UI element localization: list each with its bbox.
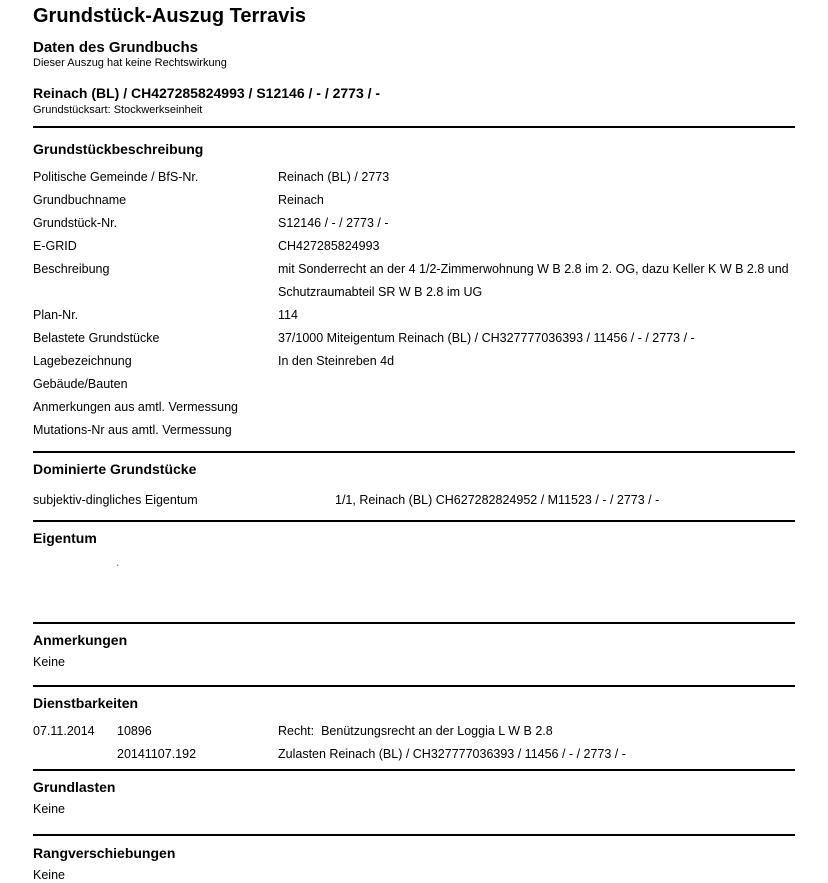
- field-label: Beschreibung: [33, 262, 110, 276]
- section-heading-anmerkungen: Anmerkungen: [33, 632, 128, 648]
- servitude-right-text: Recht: Benützungsrecht an der Loggia L W B 2.8: [278, 724, 553, 738]
- field-value: 37/1000 Miteigentum Reinach (BL) / CH327777036393 / 11456 / - / 2773 / -: [278, 331, 695, 345]
- section-heading-grundstueckbeschreibung: Grundstückbeschreibung: [33, 141, 204, 157]
- field-value: [278, 396, 795, 419]
- parcel-type: Grundstücksart: Stockwerkseinheit: [33, 104, 203, 116]
- field-value: In den Steinreben 4d: [278, 354, 395, 368]
- table-row: [33, 396, 795, 419]
- field-label: Gebäude/Bauten: [33, 377, 128, 391]
- table-row: [33, 235, 795, 258]
- servitude-entry: [33, 720, 795, 766]
- section-divider: [33, 622, 795, 624]
- table-row: [33, 350, 795, 373]
- section-divider: [33, 769, 795, 771]
- field-label: Grundstück-Nr.: [33, 216, 118, 230]
- servitude-ref-1: 10896: [117, 724, 152, 738]
- page-title: Grundstück-Auszug Terravis: [33, 5, 307, 27]
- section-heading-dominierte-grundstuecke: Dominierte Grundstücke: [33, 461, 197, 477]
- field-value: CH427285824993: [278, 239, 380, 253]
- field-label: Anmerkungen aus amtl. Vermessung: [33, 400, 238, 414]
- table-row: [33, 166, 795, 189]
- section-divider: [33, 520, 795, 522]
- empty-indicator: Keine: [33, 868, 65, 882]
- disclaimer-text: Dieser Auszug hat keine Rechtswirkung: [33, 57, 227, 69]
- beschreibung-rows: [33, 166, 795, 442]
- servitude-ref-2: 20141107.192: [117, 747, 197, 761]
- section-divider: [33, 126, 795, 128]
- field-value: Reinach (BL) / 2773: [278, 170, 390, 184]
- table-row: [33, 373, 795, 396]
- section-divider: [33, 834, 795, 836]
- table-row: [33, 304, 795, 327]
- servitude-date-spacer: [33, 743, 117, 766]
- field-label: Plan-Nr.: [33, 308, 79, 322]
- field-label: E-GRID: [33, 239, 77, 253]
- field-label: Belastete Grundstücke: [33, 331, 160, 345]
- servitude-date: 07.11.2014: [33, 724, 95, 738]
- field-value: mit Sonderrecht an der 4 1/2-Zimmerwohnung W B 2.8 im 2. OG, dazu Keller K W B 2.8 und Schutzraumabteil SR W B 2.8 im UG: [278, 262, 793, 299]
- section-heading-eigentum: Eigentum: [33, 530, 97, 546]
- section-heading-grundlasten: Grundlasten: [33, 779, 116, 795]
- section-divider: [33, 685, 795, 687]
- empty-indicator: Keine: [33, 655, 65, 669]
- servitude-burden-text: Zulasten Reinach (BL) / CH327777036393 / 11456 / - / 2773 / -: [278, 747, 626, 761]
- eigentum-redacted-mark: .: [116, 555, 120, 569]
- parcel-identifier: Reinach (BL) / CH427285824993 / S12146 / - / 2773 / -: [33, 85, 381, 101]
- section-heading-rangverschiebungen: Rangverschiebungen: [33, 845, 176, 861]
- table-row: [33, 419, 795, 442]
- grundbuch-data-heading: Daten des Grundbuchs: [33, 39, 199, 56]
- table-row: [33, 258, 795, 304]
- table-row: [33, 327, 795, 350]
- field-value: Reinach: [278, 193, 324, 207]
- field-value: [278, 373, 795, 396]
- field-label: Lagebezeichnung: [33, 354, 132, 368]
- table-row: [33, 189, 795, 212]
- field-value: [278, 419, 795, 442]
- table-row: [33, 212, 795, 235]
- section-heading-dienstbarkeiten: Dienstbarkeiten: [33, 695, 139, 711]
- field-label: Mutations-Nr aus amtl. Vermessung: [33, 423, 232, 437]
- field-label: subjektiv-dingliches Eigentum: [33, 493, 198, 507]
- section-divider: [33, 451, 795, 453]
- field-label: Politische Gemeinde / BfS-Nr.: [33, 170, 199, 184]
- empty-indicator: Keine: [33, 802, 65, 816]
- field-value: S12146 / - / 2773 / -: [278, 216, 389, 230]
- field-value: 1/1, Reinach (BL) CH627282824952 / M11523 / - / 2773 / -: [335, 493, 660, 507]
- table-row: [33, 489, 795, 512]
- field-value: 114: [278, 308, 298, 322]
- field-label: Grundbuchname: [33, 193, 127, 207]
